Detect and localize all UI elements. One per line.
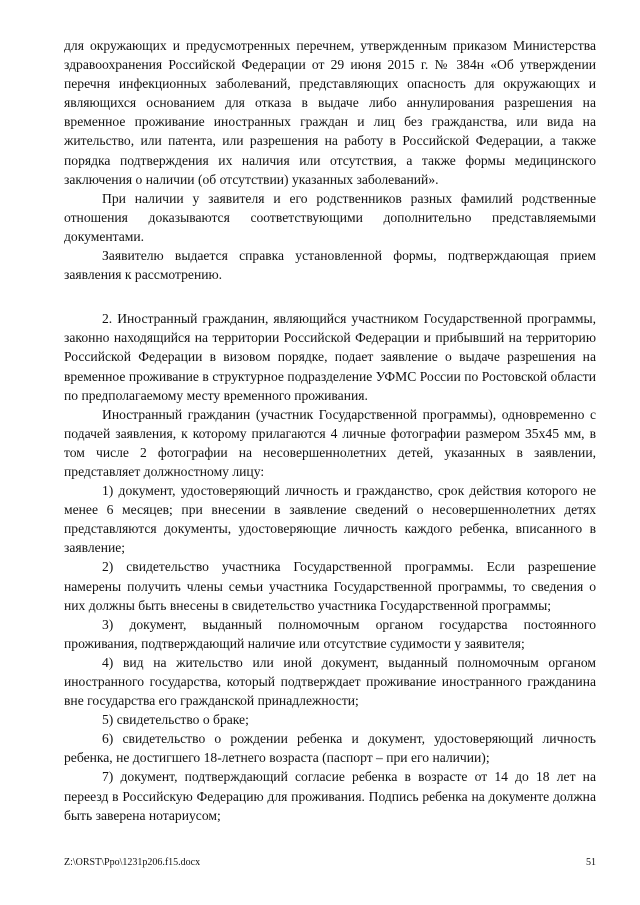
paragraph-photos-and-documents: Иностранный гражданин (участник Государственной программы), одновременно с подачей заявления, к которому прилагаются 4 личные фотографии размером 35х45 мм, в том числе 2 фотографии на несовершеннолетних детей, указанных в заявлении, представляет должностному лицу: (64, 406, 596, 479)
paragraph-different-surnames: При наличии у заявителя и его родственников разных фамилий родственные отношения доказываются соответствующими дополнительно представляемыми документами. (64, 190, 596, 244)
list-item-2-participant-certificate: 2) свидетельство участника Государственной программы. Если разрешение намерены получить члены семьи участника Государственной программы, то сведения о них должны быть внесены в свидетельство участника Государственной программы; (64, 559, 596, 613)
list-item-7-child-consent: 7) документ, подтверждающий согласие ребенка в возрасте от 14 до 18 лет на переезд в Российскую Федерацию для проживания. Подпись ребенка на документе должна быть заверена нотариусом; (64, 769, 596, 823)
document-body (64, 36, 596, 825)
paragraph-section-2-intro: 2. Иностранный гражданин, являющийся участником Государственной программы, законно находящийся на территории Российской Федерации и прибывший на территорию Российской Федерации в визовом порядке, подает заявление о выдаче разрешения на временное проживание в структурное подразделение УФМС России по Ростовской области по предполагаемому месту временного проживания. (64, 311, 596, 403)
list-item-1-identity-document: 1) документ, удостоверяющий личность и гражданство, срок действия которого не менее 6 месяцев; при внесении в заявление сведений о несовершеннолетних детях представляются документы, удостоверяющие личность каждого ребенка, вписанного в заявление; (64, 483, 596, 556)
list-item-3-criminal-record: 3) документ, выданный полномочным органом государства постоянного проживания, подтверждающий наличие или отсутствие судимости у заявителя; (64, 616, 596, 651)
footer-page-number: 51 (586, 857, 596, 868)
paragraph-medical-conclusion-continuation: для окружающих и предусмотренных перечнем, утвержденным приказом Министерства здравоохранения Российской Федерации от 29 июня 2015 г. № 384н «Об утверждении перечня инфекционных заболеваний, представляющих опасность для окружающих и являющихся основанием для отказа в выдаче либо аннулирования разрешения на временное проживание иностранных граждан и лиц без гражданства, или вида на жительство, или патента, или разрешения на работу в Российской Федерации, а также порядка подтверждения их наличия или отсутствия, а также формы медицинского заключения о наличии (об отсутствии) указанных заболеваний». (64, 38, 596, 187)
list-item-4-residence-permit: 4) вид на жительство или иной документ, выданный полномочным органом иностранного государства, который подтверждает проживание иностранного гражданина вне государства его гражданской принадлежности; (64, 654, 596, 709)
list-item-6-birth-certificate: 6) свидетельство о рождении ребенка и документ, удостоверяющий личность ребенка, не достигшего 18-летнего возраста (паспорт – при его наличии); (64, 731, 596, 766)
footer-file-path: Z:\ORST\Ppo\1231p206.f15.docx (64, 857, 201, 868)
paragraph-certificate-issued: Заявителю выдается справка установленной формы, подтверждающая прием заявления к рассмотрению. (64, 248, 596, 283)
list-item-5-marriage-certificate: 5) свидетельство о браке; (102, 712, 249, 728)
section-spacer (64, 284, 596, 309)
